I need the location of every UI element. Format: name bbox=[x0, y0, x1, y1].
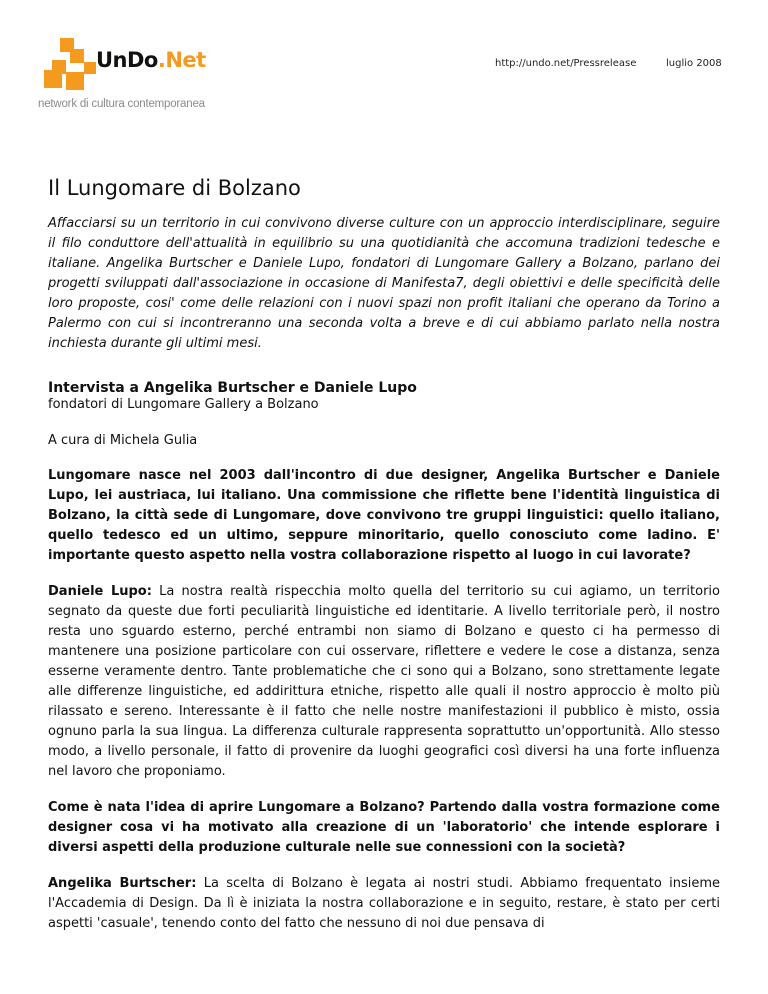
undo-net-logo[interactable] bbox=[38, 36, 238, 116]
question-1: Lungomare nasce nel 2003 dall'incontro di due designer, Angelika Burtscher e Daniele Lupo, lei austriaca, lui italiano. Una commissione che riflette bene l'identità linguistica di Bolzano, la città sede di Lungomare, dove convivono tre gruppi linguistici: quello italiano, quello tedesco ed un ultimo, seppure minoritario, quello conosciuto come ladino. E' importante questo aspetto nella vostra collaborazione rispetto al luogo in cui lavorate? bbox=[48, 468, 720, 563]
article-body bbox=[48, 176, 720, 934]
curator-credit: A cura di Michela Gulia bbox=[48, 433, 198, 448]
interview-subtitle: fondatori di Lungomare Gallery a Bolzano bbox=[48, 397, 319, 412]
interview-title: Intervista a Angelika Burtscher e Daniele Lupo bbox=[48, 380, 417, 396]
article-intro: Affacciarsi su un territorio in cui convivono diverse culture con un approccio interdisciplinare, seguire il filo conduttore dell'attualità in equilibrio su una quotidianità che accomuna tradizioni tedesche e italiane. Angelika Burtscher e Daniele Lupo, fondatori di Lungomare Gallery a Bolzano, parlano dei progetti sviluppati dall'associazione in occasione di Manifesta7, degli obiettivi e delle specificità delle loro proposte, cosi' come delle relazioni con i nuovi spazi non profit italiani che operano da Torino a Palermo con cui si incontreranno una seconda volta a breve e di cui abbiamo parlato nella nostra inchiesta durante gli ultimi mesi. bbox=[48, 216, 720, 351]
answer-2-speaker: Angelika Burtscher: bbox=[48, 876, 197, 891]
header-date: luglio 2008 bbox=[666, 58, 722, 69]
logo-tagline: network di cultura contemporanea bbox=[38, 98, 205, 110]
header-url[interactable]: http://undo.net/Pressrelease bbox=[495, 58, 637, 69]
answer-1-text: La nostra realtà rispecchia molto quella del territorio su cui agiamo, un territorio segnato da queste due forti peculiarità linguistiche ed identitarie. A livello territoriale però, il nostro resta uno sguardo esterno, perché entrambi non siamo di Bolzano e questo ci ha permesso di mantenere una posizione particolare con cui osservare, riflettere e vedere le cose a distanza, senza esserne veramente dentro. Tante problematiche che ci sono qui a Bolzano, sono strettamente legate alle differenze linguistiche, ed addirittura etniche, rispetto alle quali il nostro approccio è molto più rilassato e sereno. Interessante è il fatto che nelle nostre manifestazioni il pubblico è misto, ossia ognuno parla la sua lingua. La differenza culturale rappresenta soprattutto un'opportunità. Allo stesso modo, a livello personale, il fatto di provenire da luoghi geografici così diversi ha una forte influenza nel lavoro che proponiamo. bbox=[48, 584, 720, 779]
answer-2 bbox=[48, 874, 720, 934]
answer-1-speaker: Daniele Lupo: bbox=[48, 584, 152, 599]
question-2: Come è nata l'idea di aprire Lungomare a Bolzano? Partendo dalla vostra formazione come designer cosa vi ha motivato alla creazione di un 'laboratorio' che intende esplorare i diversi aspetti della produzione culturale nelle sue connessioni con la società? bbox=[48, 800, 720, 855]
page-header bbox=[0, 0, 768, 140]
answer-1 bbox=[48, 582, 720, 782]
article-title: Il Lungomare di Bolzano bbox=[48, 176, 301, 200]
logo-text-undo: UnDo bbox=[96, 48, 158, 72]
logo-wordmark bbox=[96, 48, 206, 72]
answer-2-text: La scelta di Bolzano è legata ai nostri studi. Abbiamo frequentato insieme l'Accademia di Design. Da lì è iniziata la nostra collaborazione e in seguito, restare, è stato per certi aspetti 'casuale', tenendo conto del fatto che nessuno di noi due pensava di bbox=[48, 876, 720, 931]
logo-text-net: .Net bbox=[157, 48, 206, 72]
